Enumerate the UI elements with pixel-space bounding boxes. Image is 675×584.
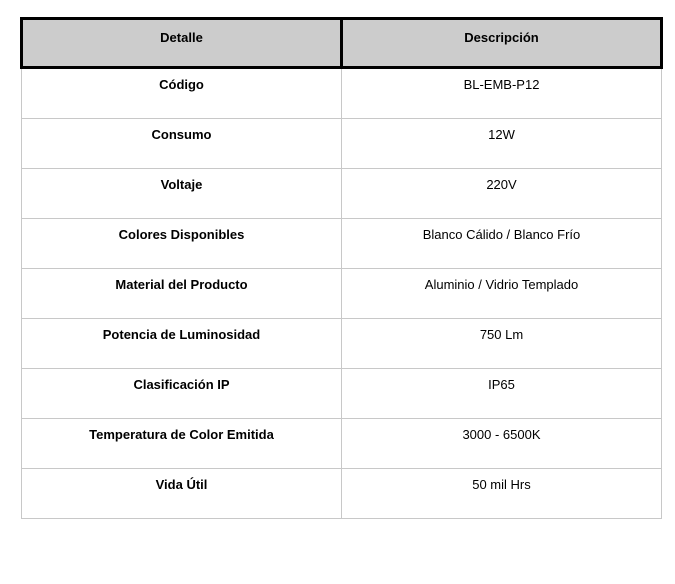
detail-label: Voltaje	[160, 177, 203, 192]
detail-label: Vida Útil	[155, 477, 208, 492]
description-cell	[342, 68, 662, 119]
table-row	[22, 119, 662, 169]
description-cell	[342, 419, 662, 469]
detail-cell	[22, 169, 342, 219]
description-value: Blanco Cálido / Blanco Frío	[422, 227, 581, 242]
column-header-detalle	[22, 19, 342, 68]
description-cell	[342, 319, 662, 369]
detail-label: Potencia de Luminosidad	[102, 327, 261, 342]
table-row	[22, 219, 662, 269]
detail-cell	[22, 119, 342, 169]
detail-cell	[22, 269, 342, 319]
detail-cell	[22, 419, 342, 469]
table-row	[22, 419, 662, 469]
table-row	[22, 369, 662, 419]
detail-label: Clasificación IP	[133, 377, 230, 392]
description-value: 50 mil Hrs	[472, 477, 531, 492]
detail-cell	[22, 319, 342, 369]
description-value: 220V	[486, 177, 517, 192]
description-cell	[342, 469, 662, 519]
detail-label: Consumo	[151, 127, 212, 142]
detail-label: Código	[159, 77, 204, 92]
column-header-label: Descripción	[464, 30, 539, 45]
table-row	[22, 319, 662, 369]
detail-label: Colores Disponibles	[118, 227, 245, 242]
detail-cell	[22, 68, 342, 119]
column-header-descripcion	[342, 19, 662, 68]
table-row	[22, 469, 662, 519]
table-row	[22, 68, 662, 119]
description-cell	[342, 269, 662, 319]
detail-cell	[22, 219, 342, 269]
table-row	[22, 169, 662, 219]
description-cell	[342, 169, 662, 219]
table-header-row	[22, 19, 662, 68]
spec-table	[20, 17, 663, 519]
description-value: Aluminio / Vidrio Templado	[424, 277, 579, 292]
description-value: BL-EMB-P12	[463, 77, 540, 92]
description-value: 12W	[488, 127, 515, 142]
detail-cell	[22, 369, 342, 419]
description-value: IP65	[488, 377, 515, 392]
table-row	[22, 269, 662, 319]
description-cell	[342, 219, 662, 269]
detail-label: Material del Producto	[115, 277, 248, 292]
description-value: 750 Lm	[479, 327, 524, 342]
detail-cell	[22, 469, 342, 519]
column-header-label: Detalle	[160, 30, 203, 45]
detail-label: Temperatura de Color Emitida	[89, 427, 274, 442]
description-cell	[342, 369, 662, 419]
description-value: 3000 - 6500K	[462, 427, 541, 442]
description-cell	[342, 119, 662, 169]
